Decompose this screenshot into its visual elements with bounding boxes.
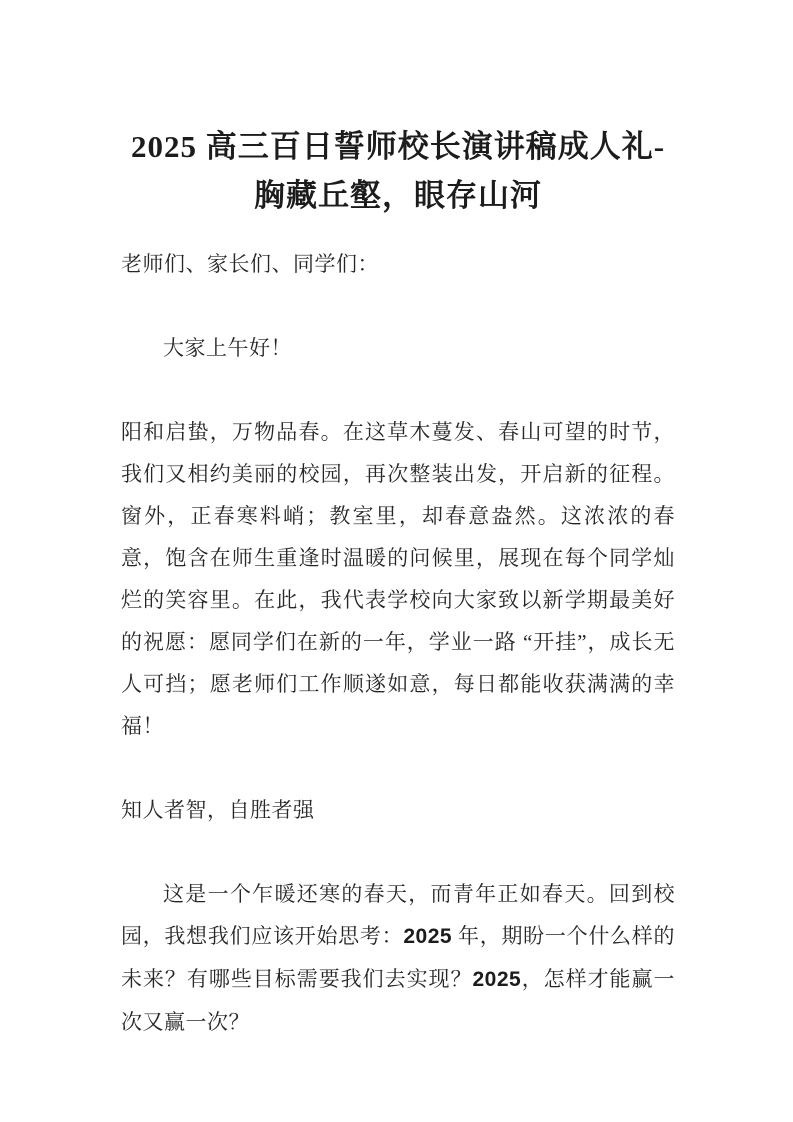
paragraph <box>121 327 675 369</box>
document-body <box>121 243 675 1043</box>
paragraph-run: 年，期盼一个什么样的未来？有哪些目标需要我们去实现？ <box>121 924 675 991</box>
paragraph-run: 这是一个乍暖还寒的春天，而青年正如春天。回到校园，我想我们应该开始思考： <box>121 882 675 948</box>
paragraph-run-bold: 2025 <box>403 925 453 948</box>
paragraph-run: 大家上午好！ <box>163 336 292 360</box>
paragraph-run: 老师们、家长们、同学们： <box>121 252 379 276</box>
paragraph <box>121 243 675 285</box>
paragraph-run: ，怎样才能赢一次又赢一次？ <box>121 967 675 1034</box>
paragraph-run: 阳和启蛰，万物品春。在这草木蔓发、春山可望的时节，我们又相约美丽的校园，再次整装出发，开启新的征程。窗外，正春寒料峭；教室里，却春意盎然。这浓浓的春意，饱含在师生重逢时温暖的问候里，展现在每个同学灿烂的笑容里。在此，我代表学校向大家致以新学期最美好的祝愿：愿同学们在新的一年，学业一路 “开挂”，成长无人可挡；愿老师们工作顺遂如意，每日都能收获满满的幸福！ <box>121 420 675 738</box>
document-title: 2025 高三百日誓师校长演讲稿成人礼-胸藏丘壑，眼存山河 <box>130 129 666 213</box>
paragraph-run: 知人者智，自胜者强 <box>121 798 315 822</box>
paragraph <box>121 873 675 1043</box>
paragraph <box>121 789 675 831</box>
paragraph-run-bold: 2025 <box>472 968 522 991</box>
paragraph <box>121 411 675 747</box>
